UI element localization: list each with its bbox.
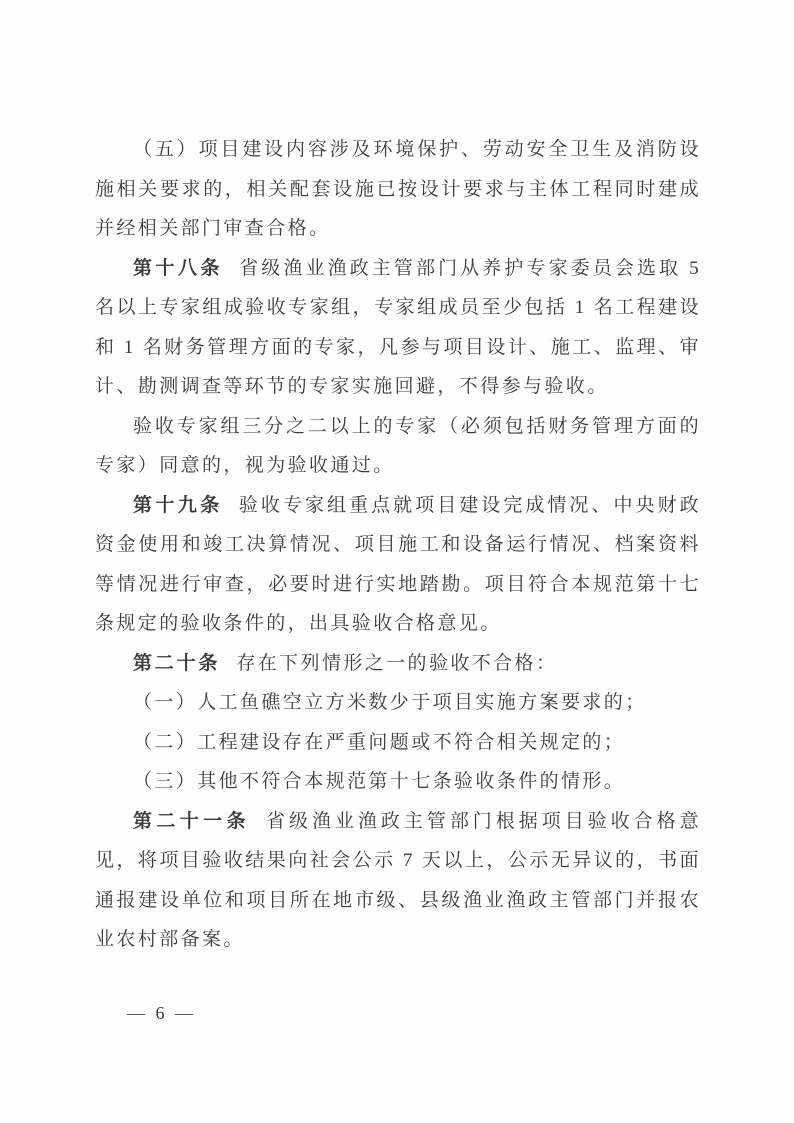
article-20 [95, 644, 701, 684]
article-18 [95, 249, 701, 407]
paragraph-text: 验收专家组三分之二以上的专家（必须包括财务管理方面的专家）同意的，视为验收通过。 [95, 415, 701, 476]
article-20-item-1 [95, 683, 701, 723]
article-20-item-3 [95, 762, 701, 802]
item-text: （二）工程建设存在严重问题或不符合相关规定的； [133, 731, 626, 753]
article-19-number: 第十九条 [133, 494, 223, 516]
article-21 [95, 802, 701, 960]
article-20-number: 第二十条 [133, 652, 221, 674]
clause-item-5 [95, 130, 701, 249]
article-21-text: 省级渔业渔政主管部门根据项目验收合格意见，将项目验收结果向社会公示 7 天以上，公示无异议的，书面通报建设单位和项目所在地市级、县级渔业渔政主管部门并报农业农村部备案。 [95, 810, 701, 950]
article-18-number: 第十八条 [133, 257, 224, 279]
article-19-text: 验收专家组重点就项目建设完成情况、中央财政资金使用和竣工决算情况、项目施工和设备运行情况、档案资料等情况进行审查，必要时进行实地踏勘。项目符合本规范第十七条规定的验收条件的，出具验收合格意见。 [95, 494, 702, 634]
document-body [95, 130, 701, 960]
article-18-text: 省级渔业渔政主管部门从养护专家委员会选取 5 名以上专家组成验收专家组，专家组成员至少包括 1 名工程建设和 1 名财务管理方面的专家，凡参与项目设计、施工、监理、审计、勘测调查等环节的专家实施回避，不得参与验收。 [95, 257, 701, 397]
item-text: （一）人工鱼礁空立方米数少于项目实施方案要求的； [133, 692, 647, 713]
clause-text: （五）项目建设内容涉及环境保护、劳动安全卫生及消防设施相关要求的，相关配套设施已按设计要求与主体工程同时建成并经相关部门审查合格。 [95, 139, 701, 239]
page-number: — 6 — [127, 1003, 196, 1023]
article-20-item-2 [95, 723, 701, 763]
article-18-paragraph-2 [95, 407, 701, 486]
article-19 [95, 486, 701, 644]
article-20-text: 存在下列情形之一的验收不合格： [236, 652, 558, 674]
item-text: （三）其他不符合本规范第十七条验收条件的情形。 [133, 771, 626, 792]
article-21-number: 第二十一条 [133, 810, 250, 832]
